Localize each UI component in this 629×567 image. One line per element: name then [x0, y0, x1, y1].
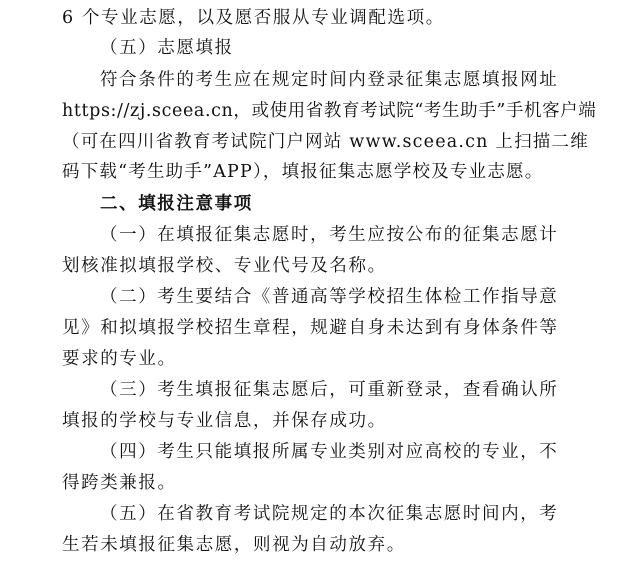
- paragraph-line: （五）在省教育考试院规定的本次征集志愿时间内，考: [100, 504, 559, 524]
- paragraph-line: （二）考生要结合《普通高等学校招生体检工作指导意: [100, 287, 559, 307]
- paragraph-line: 要求的专业。: [62, 349, 177, 369]
- paragraph-line: 见》和拟填报学校招生章程，规避自身未达到有身体条件等: [62, 318, 559, 338]
- paragraph-line: （可在四川省教育考试院门户网站 www.sceea.cn 上扫描二维: [62, 132, 589, 152]
- section-heading: 二、填报注意事项: [100, 194, 253, 214]
- paragraph-line: （一）在填报征集志愿时，考生应按公布的征集志愿计: [100, 225, 559, 245]
- paragraph-line: 生若未填报征集志愿，则视为自动放弃。: [62, 535, 406, 555]
- paragraph-line: 填报的学校与专业信息，并保存成功。: [62, 411, 387, 431]
- paragraph-line: 码下载“考生助手”APP），填报征集志愿学校及专业志愿。: [62, 162, 544, 182]
- paragraph-line: 6 个专业志愿，以及愿否服从专业调配选项。: [62, 8, 445, 28]
- paragraph-line: （三）考生填报征集志愿后，可重新登录，查看确认所: [100, 380, 559, 400]
- paragraph-line: 划核准拟填报学校、专业代号及名称。: [62, 256, 387, 276]
- paragraph-line: https://zj.sceea.cn，或使用省教育考试院“考生助手”手机客户端: [62, 101, 597, 121]
- section-heading: （五）志愿填报: [100, 38, 234, 58]
- paragraph-line: 符合条件的考生应在规定时间内登录征集志愿填报网址: [100, 70, 559, 90]
- paragraph-line: （四）考生只能填报所属专业类别对应高校的专业，不: [100, 442, 559, 462]
- paragraph-line: 得跨类兼报。: [62, 473, 177, 493]
